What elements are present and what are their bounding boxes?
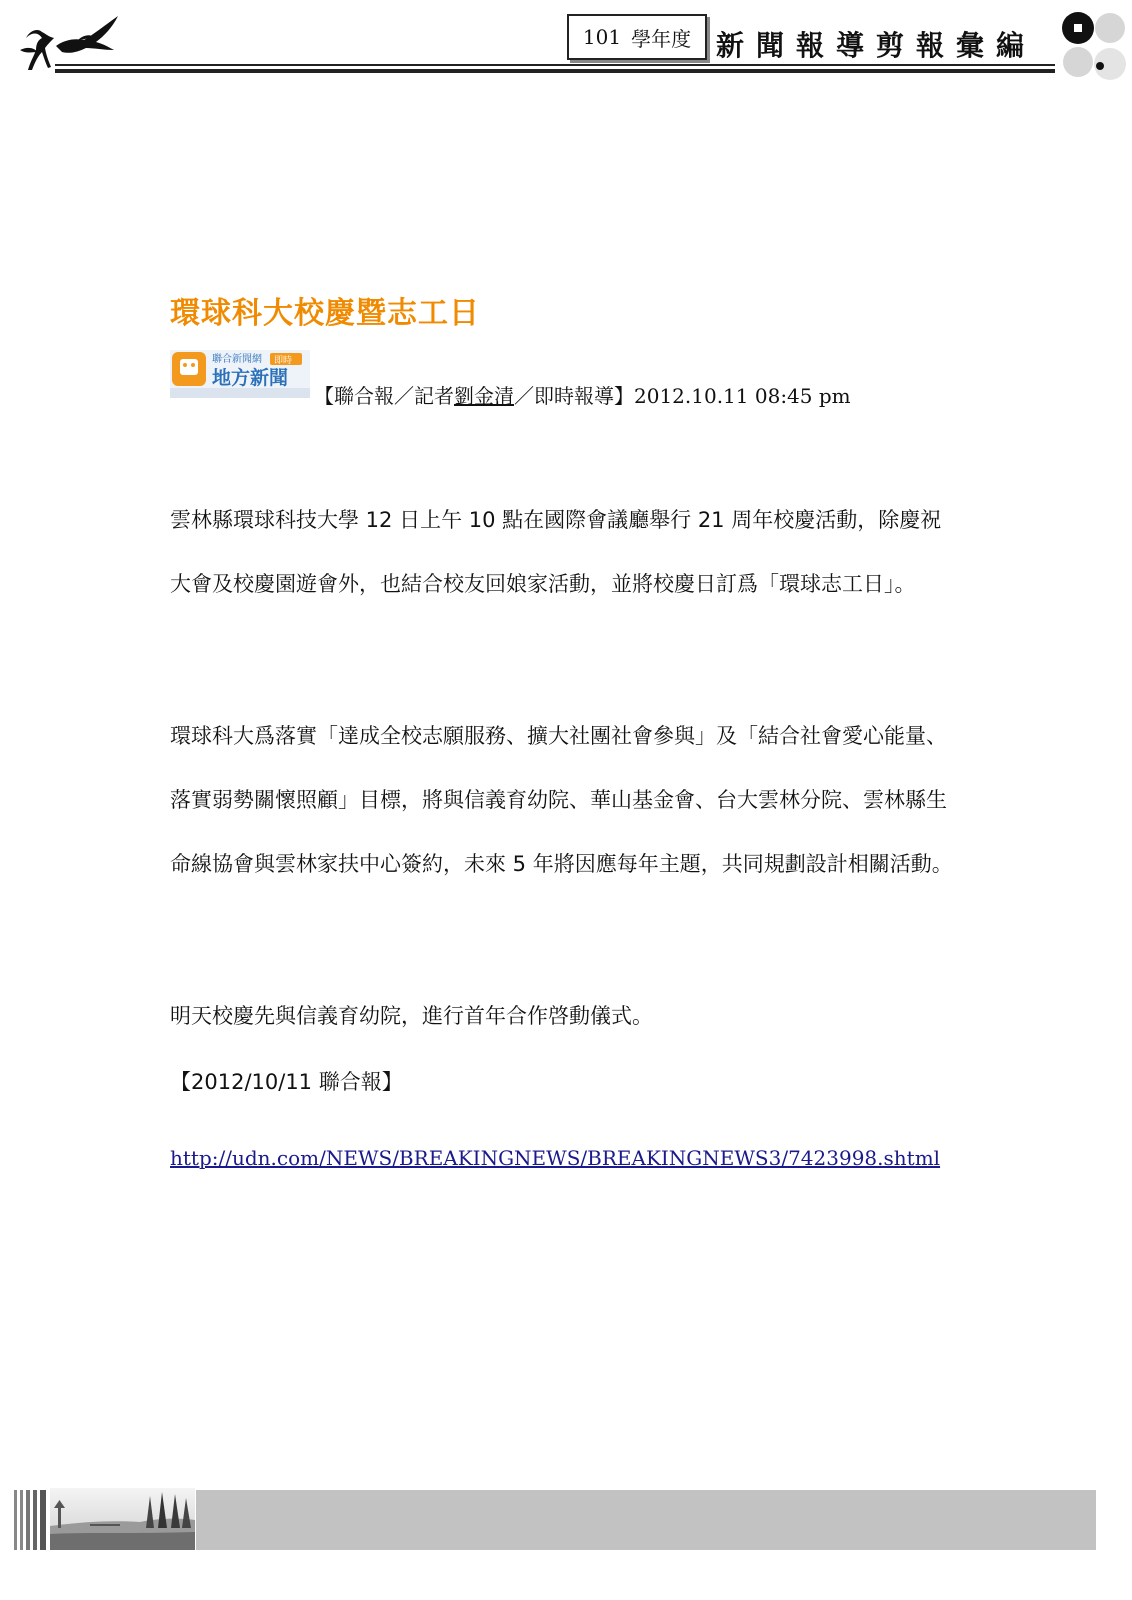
school-year-label: 學年度 <box>631 26 692 51</box>
circles-logo-icon <box>1060 8 1130 84</box>
source-date: 【2012/10/11 聯合報】 <box>170 1070 403 1094</box>
article-source-link[interactable]: http://udn.com/NEWS/BREAKINGNEWS/BREAKINGNEWS3/7423998.shtml <box>170 1146 941 1170</box>
footer-stripes-decoration <box>14 1490 48 1550</box>
badge-line1: 聯合新聞網 <box>212 354 262 365</box>
byline-prefix: 【聯合報／記者 <box>314 384 454 408</box>
byline <box>314 380 851 409</box>
header-rule <box>55 69 1055 73</box>
birds-logo-icon <box>18 10 128 76</box>
badge-line2: 地方新聞 <box>212 367 289 389</box>
byline-suffix: ／即時報導】2012.10.11 08:45 pm <box>514 384 851 408</box>
badge-tag: 即時 <box>274 356 293 366</box>
footer-bar <box>196 1490 1096 1550</box>
header-title: 新聞報導剪報彙編 <box>716 29 1037 62</box>
footer-landscape-photo <box>50 1488 195 1550</box>
article-title: 環球科大校慶暨志工日 <box>170 296 480 331</box>
reporter-link[interactable]: 劉金清 <box>454 384 514 408</box>
header-rule-thin <box>55 64 1055 66</box>
udn-local-news-badge <box>170 350 310 398</box>
paragraph-1: 雲林縣環球科技大學 12 日上午 10 點在國際會議廳舉行 21 周年校慶活動，除慶祝大會及校慶園遊會外，也結合校友回娘家活動，並將校慶日訂爲「環球志工日」。 <box>170 508 942 596</box>
paragraph-3: 明天校慶先與信義育幼院，進行首年合作啓動儀式。 <box>170 1004 653 1028</box>
paragraph-2: 環球科大爲落實「達成全校志願服務、擴大社團社會參與」及「結合社會愛心能量、落實弱勢關懷照顧」目標，將與信義育幼院、華山基金會、台大雲林分院、雲林縣生命線協會與雲林家扶中心簽約，未來 5 年將因應每年主題，共同規劃設計相關活動。 <box>170 724 953 876</box>
school-year-box <box>567 14 707 60</box>
school-year: 101 <box>582 25 622 49</box>
